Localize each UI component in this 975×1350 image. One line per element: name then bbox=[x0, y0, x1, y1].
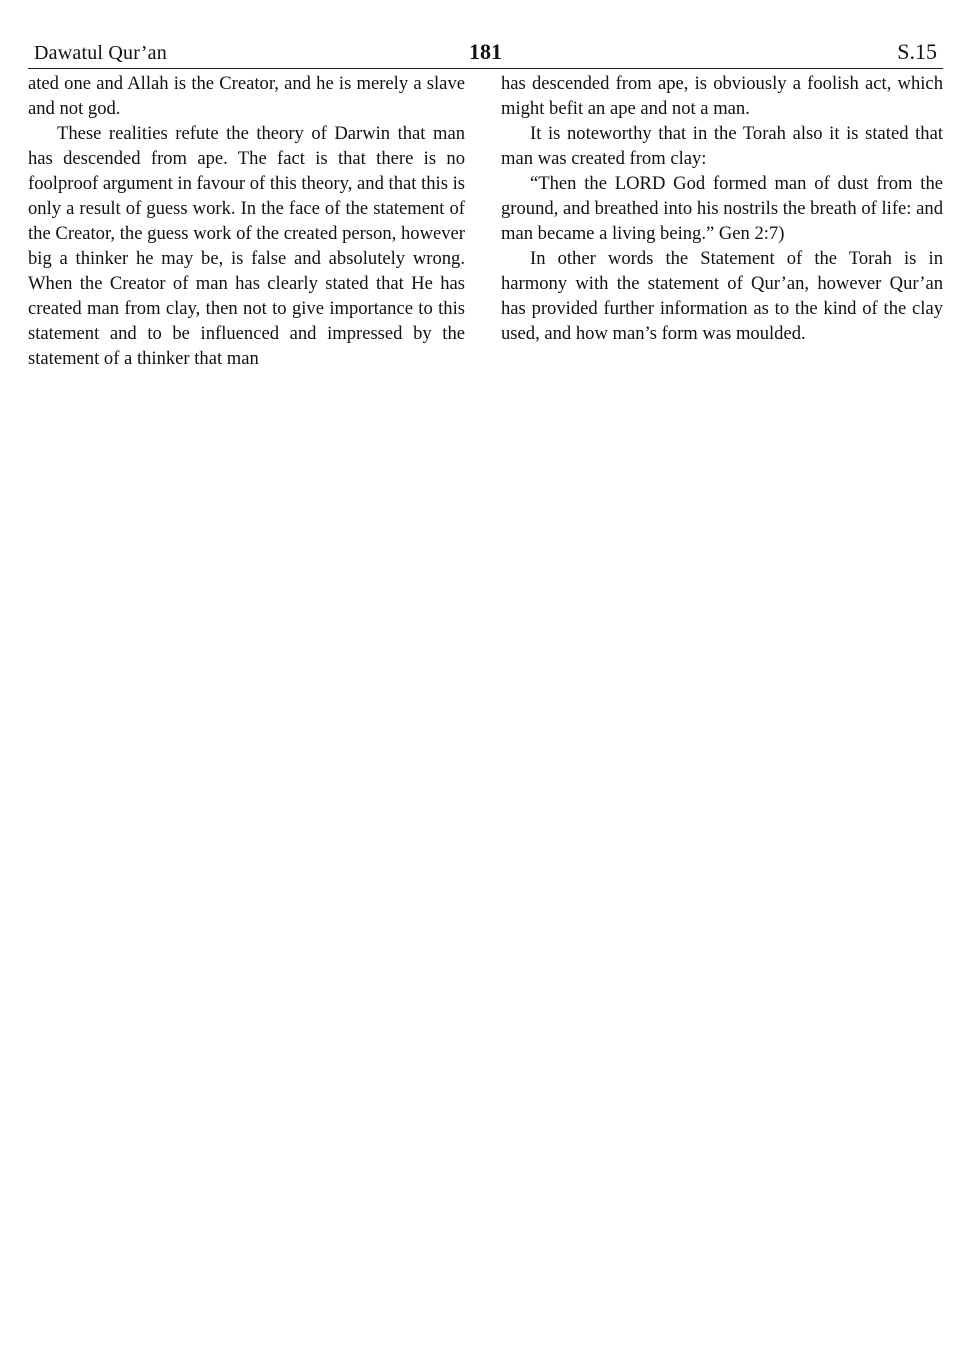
left-text-column bbox=[28, 71, 465, 371]
paragraph: ated one and Allah is the Creator, and he is merely a slave and not god. bbox=[28, 73, 465, 119]
paragraph: It is noteworthy that in the Torah also it is stated that man was created from clay: bbox=[501, 123, 943, 169]
running-title: Dawatul Qur’an bbox=[34, 42, 167, 64]
paragraph: These realities refute the theory of Darwin that man has descended from ape. The fact is that there is no foolproof argument in favour of this theory, and that this is only a result of guess work. In the face of the statement of the Creator, the guess work of the created person, however big a thinker he may be, is false and absolutely wrong. When the Creator of man has clearly stated that He has created man from clay, then not to give importance to this statement and to be influenced and impressed by the statement of a thinker that man bbox=[28, 123, 465, 369]
quotation-paragraph: “Then the LORD God formed man of dust from the ground, and breathed into his nostrils the breath of life: and man became a living being.” Gen 2:7) bbox=[501, 173, 943, 244]
paragraph: In other words the Statement of the Torah is in harmony with the statement of Qur’an, however Qur’an has provided further information as to the kind of the clay used, and how man’s form was moulded. bbox=[501, 248, 943, 344]
page-number: 181 bbox=[469, 39, 502, 64]
paragraph: has descended from ape, is obviously a foolish act, which might befit an ape and not a man. bbox=[501, 73, 943, 119]
right-text-column bbox=[501, 71, 943, 346]
surah-reference: S.15 bbox=[897, 39, 937, 64]
page-header bbox=[28, 38, 943, 69]
